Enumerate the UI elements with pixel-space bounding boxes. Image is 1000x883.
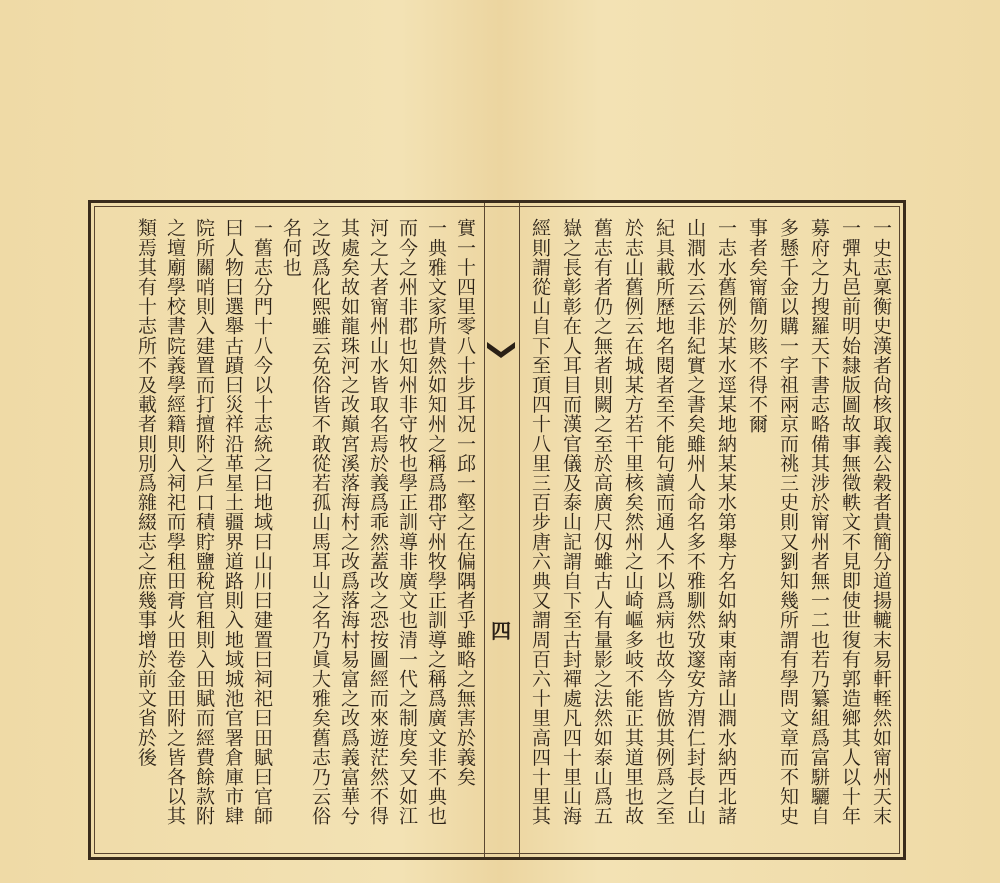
text-column: 經則謂從山自下至頂四十八里三百步唐六典又謂周百六十里高四十里其	[529, 218, 551, 826]
text-column: 曰人物曰選舉古蹟曰災祥沿革星土疆界道路則入地域城池官署倉庫市肆	[222, 218, 244, 826]
text-column: 河之大者甯州山水皆取名焉於義爲乖然蓋改之恐按圖經而來遊茫然不得	[367, 218, 389, 826]
text-column: 而今之州非郡也知州非守牧也學正訓導非廣文也清一代之制度矣又如江	[396, 218, 418, 826]
text-column: 山澗水云云非紀實之書矣雖州人命名多不雅馴然攷邃安方渭仁封長白山	[684, 218, 706, 826]
text-column: 紀具載所歷地名閱者至不能句讀而通人不以爲病也故今皆倣其例爲之至	[653, 218, 675, 826]
text-column: 之改爲化熙雖云免俗皆不敢從若孤山馬耳山之名乃眞大雅矣舊志乃云俗	[309, 218, 331, 826]
text-column: 院所關哨則入建置而打擅附之戶口積貯鹽稅官租則入田賦而經費餘款附	[193, 218, 215, 826]
text-column: 一志水舊例於某水逕某地納某某水第舉方名如納東南諸山澗水納西北諸	[715, 218, 737, 826]
text-column: 舊志有者仍之無者則闕之至於高廣尺仭雖古人有量影之法然如泰山爲五	[591, 218, 613, 826]
text-column: 名何也	[280, 218, 302, 277]
text-column: 其處矣故如龍珠河之改巔宮溪落海村之改爲落海村易富之改爲義富華兮	[338, 218, 360, 826]
right-page-text	[522, 218, 894, 854]
text-column: 類焉其有十志所不及載者則別爲雜綴志之庶幾事增於前文省於後	[135, 218, 157, 767]
text-column: 之壇廟學校書院義學經籍則入祠祀而學租田膏火田卷金田附之皆各以其	[164, 218, 186, 826]
center-fold	[484, 203, 520, 857]
text-column: 一史志稟衡史漢者尙核取義公穀者貴簡分道揚轆末易軒輊然如甯州天末	[870, 218, 892, 826]
text-column: 多懸千金以購一字祖兩京而祧三史則又劉知幾所謂有學問文章而不知史	[777, 218, 799, 826]
text-column: 一舊志分門十八今以十志統之曰地域曰山川曰建置曰祠祀曰田賦曰官師	[251, 218, 273, 826]
text-column: 募府之力搜羅天下書志略備其涉於甯州者無一二也若乃纂組爲富駢驪自	[808, 218, 830, 826]
text-column: 嶽之長彰彰在人耳目而漢官儀及泰山記謂自下至古封禪處凡四十里山海	[560, 218, 582, 826]
text-column: 一彈丸邑前明始隸版圖故事無徵軼文不見即使世復有郭造鄉其人以十年	[839, 218, 861, 826]
fishtail-mark-icon	[487, 338, 515, 358]
text-column: 事者矣甯簡勿賅不得不爾	[746, 218, 768, 434]
page-number: 四	[491, 619, 511, 643]
left-page-text	[126, 218, 478, 854]
text-column: 於志山舊例云在城某方若干里核矣然州之山崎嶇多岐不能正其道里也故	[622, 218, 644, 826]
text-column: 實一十四里零八十步耳况一邱一壑之在偏隅者乎雖略之無害於義矣	[454, 218, 476, 787]
text-column: 一典雅文家所貴然如知州之稱爲郡守州牧學正訓導之稱爲廣文非不典也	[425, 218, 447, 826]
